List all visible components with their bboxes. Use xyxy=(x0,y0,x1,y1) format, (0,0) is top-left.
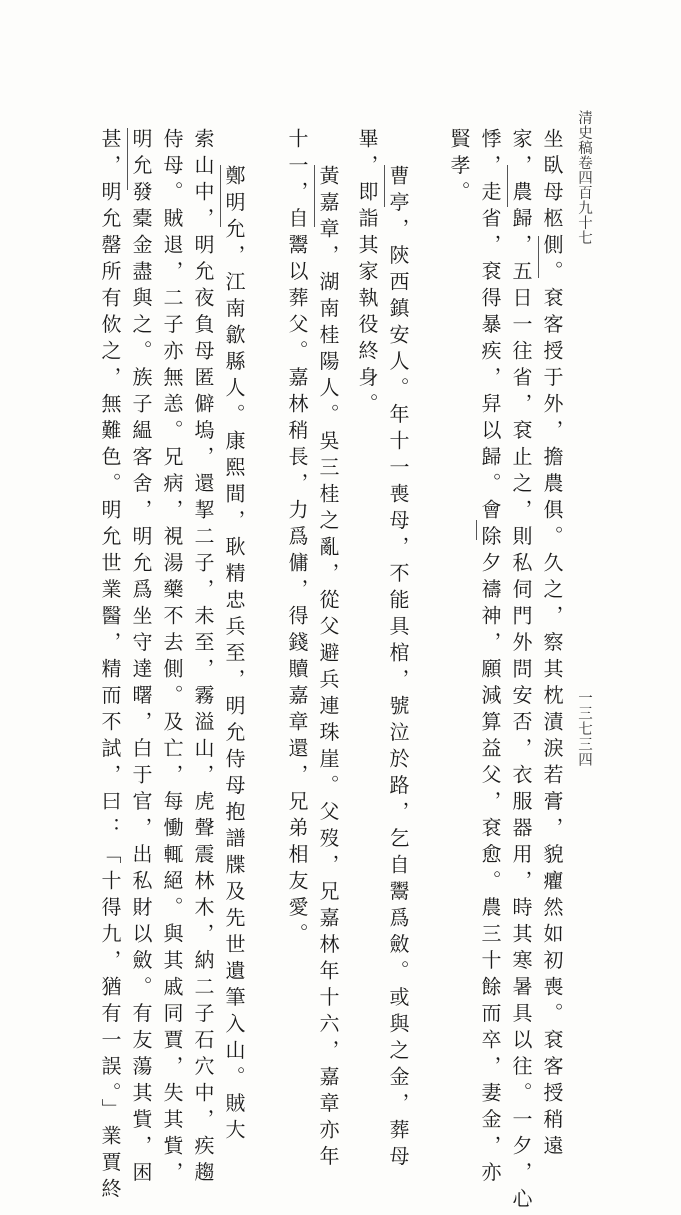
text-column: 賢孝。 xyxy=(447,128,471,208)
text-column: 坐臥母柩側。袞客授于外，擔農俱。久之，察其枕漬淚若膏，貌癯然如初喪。袞客授稍遠 xyxy=(540,128,564,1162)
proper-name-mark xyxy=(314,165,315,227)
text-column: 索山中，明允夜負母匿僻塢，還挈二子，未至，霧溢山，虎聲震林木，納二子石穴中，疾趨 xyxy=(191,128,215,1188)
proper-name-mark xyxy=(127,128,128,190)
text-column: 曹亭，陝西鎮安人。年十一喪母，不能具棺，號泣於路，乞自鬻爲斂。或與之金，葬母 xyxy=(386,165,410,1172)
text-column: 悸，走省，袞得暴疾，舁以歸。會除夕禱神，願減算益父，袞愈。農三十餘而卒，妻金，亦 xyxy=(478,128,502,1188)
text-column: 黃嘉章，湖南桂陽人。吳三桂之亂，從父避兵連珠崖。父歿，兄嘉林年十六，嘉章亦年 xyxy=(316,165,340,1172)
proper-name-mark xyxy=(476,520,477,540)
text-column: 畢，即詣其家執役終身。 xyxy=(355,128,379,420)
proper-name-mark xyxy=(384,165,385,207)
page-number: 一三七三四 xyxy=(576,690,592,768)
text-column: 鄭明允，江南歙縣人。康熙間，耿精忠兵至，明允侍母抱譜牒及先世遺筆入山。賊大 xyxy=(222,165,246,1146)
proper-name-mark xyxy=(538,236,539,278)
proper-name-mark xyxy=(220,165,221,227)
text-column: 甚，明允罄所有佽之，無難色。明允世業醫，精而不試，曰：「十得九，猶有一誤。」業賈終 xyxy=(98,128,122,1205)
text-column: 十一，自鬻以葬父。嘉林稍長，力爲傭，得錢贖嘉章還，兄弟相友愛。 xyxy=(285,128,309,950)
running-title: 清史稿卷四百九十七 xyxy=(576,110,592,245)
proper-name-mark xyxy=(507,165,508,207)
text-column: 家，農歸，五日一往省，袞止之，則私伺門外問安否，衣服器用，時其寒暑具以往。一夕，心 xyxy=(509,128,533,1215)
text-column: 明允發橐金盡與之。族子緼客舍，明允爲坐守達曙，白于官，出私財以斂。有友蕩其貲，困 xyxy=(129,128,153,1188)
text-column: 侍母。賊退，二子亦無恙。兄病，視湯藥不去側。及亡，每慟輒絕。與其戚同賈，失其貲， xyxy=(160,128,184,1188)
